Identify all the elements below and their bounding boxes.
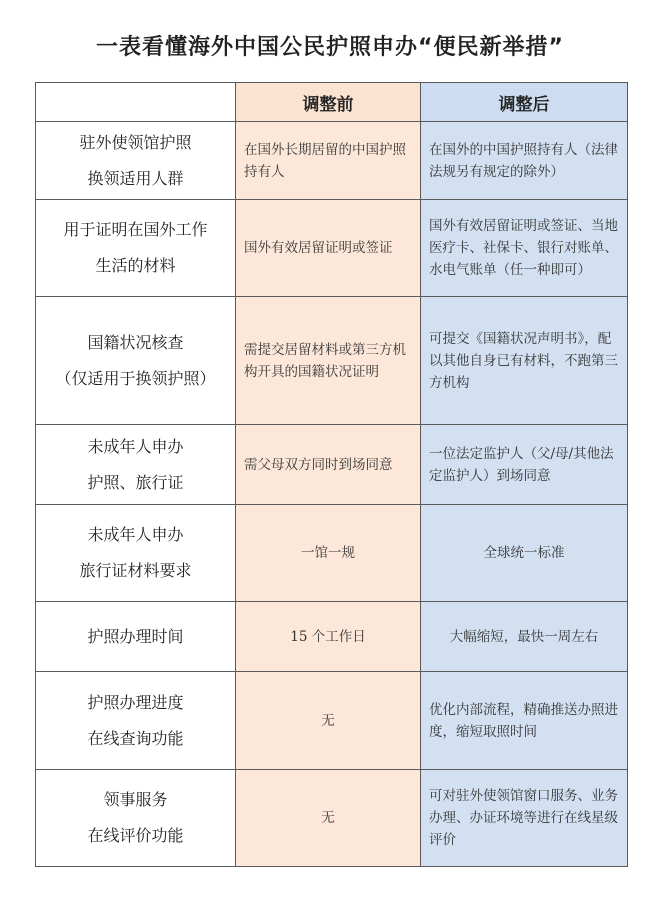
after-cell: 全球统一标准	[421, 505, 628, 602]
table-row	[36, 297, 628, 425]
before-cell: 在国外长期居留的中国护照持有人	[236, 122, 421, 200]
row-name-line: 护照办理时间	[87, 626, 184, 646]
before-cell: 15 个工作日	[236, 602, 421, 672]
before-cell: 一馆一规	[236, 505, 421, 602]
row-name	[36, 505, 236, 602]
table-row	[36, 122, 628, 200]
row-name-line: 驻外使领馆护照	[79, 132, 192, 152]
header-after: 调整后	[421, 83, 628, 122]
before-cell: 无	[236, 770, 421, 867]
row-name-line: 在线查询功能	[87, 728, 184, 748]
row-name-line: 旅行证材料要求	[79, 561, 192, 580]
row-name	[36, 297, 236, 425]
header-before: 调整前	[236, 83, 421, 122]
row-name-line: （仅适用于换领护照）	[55, 368, 216, 388]
row-name	[36, 122, 236, 200]
after-cell: 大幅缩短，最快一周左右	[421, 602, 628, 672]
after-cell: 一位法定监护人（父/母/其他法定监护人）到场同意	[421, 425, 628, 505]
row-name-line: 领事服务	[103, 790, 168, 809]
table-row	[36, 200, 628, 297]
before-cell: 需父母双方同时到场同意	[236, 425, 421, 505]
after-cell: 在国外的中国护照持有人（法律法规另有规定的除外）	[421, 122, 628, 200]
row-name-line: 护照、旅行证	[87, 472, 184, 492]
page-title: 一表看懂海外中国公民护照申办“便民新举措”	[96, 35, 564, 60]
after-cell: 国外有效居留证明或签证、当地医疗卡、社保卡、银行对账单、水电气账单（任一种即可）	[421, 200, 628, 297]
before-cell: 无	[236, 672, 421, 770]
comparison-table	[35, 82, 628, 867]
row-name-line: 未成年人申办	[87, 436, 184, 456]
row-name-line: 生活的材料	[95, 256, 176, 275]
table-row	[36, 425, 628, 505]
table-row	[36, 770, 628, 867]
row-name-line: 护照办理进度	[87, 692, 184, 712]
before-cell: 需提交居留材料或第三方机构开具的国籍状况证明	[236, 297, 421, 425]
row-name-line: 未成年人申办	[87, 525, 184, 544]
after-cell: 优化内部流程，精确推送办照进度，缩短取照时间	[421, 672, 628, 770]
row-name	[36, 672, 236, 770]
row-name-line: 换领适用人群	[87, 168, 184, 188]
row-name-line: 在线评价功能	[87, 826, 184, 845]
row-name	[36, 602, 236, 672]
row-name	[36, 200, 236, 297]
row-name	[36, 770, 236, 867]
row-name-line: 国籍状况核查	[87, 332, 184, 352]
after-cell: 可对驻外使领馆窗口服务、业务办理、办证环境等进行在线星级评价	[421, 770, 628, 867]
table-row	[36, 672, 628, 770]
row-name	[36, 425, 236, 505]
header-blank	[36, 83, 236, 122]
table-row	[36, 602, 628, 672]
row-name-line: 用于证明在国外工作	[63, 220, 208, 239]
after-cell: 可提交《国籍状况声明书》，配以其他自身已有材料，不跑第三方机构	[421, 297, 628, 425]
before-cell: 国外有效居留证明或签证	[236, 200, 421, 297]
table-row	[36, 505, 628, 602]
table-header-row	[36, 83, 628, 122]
